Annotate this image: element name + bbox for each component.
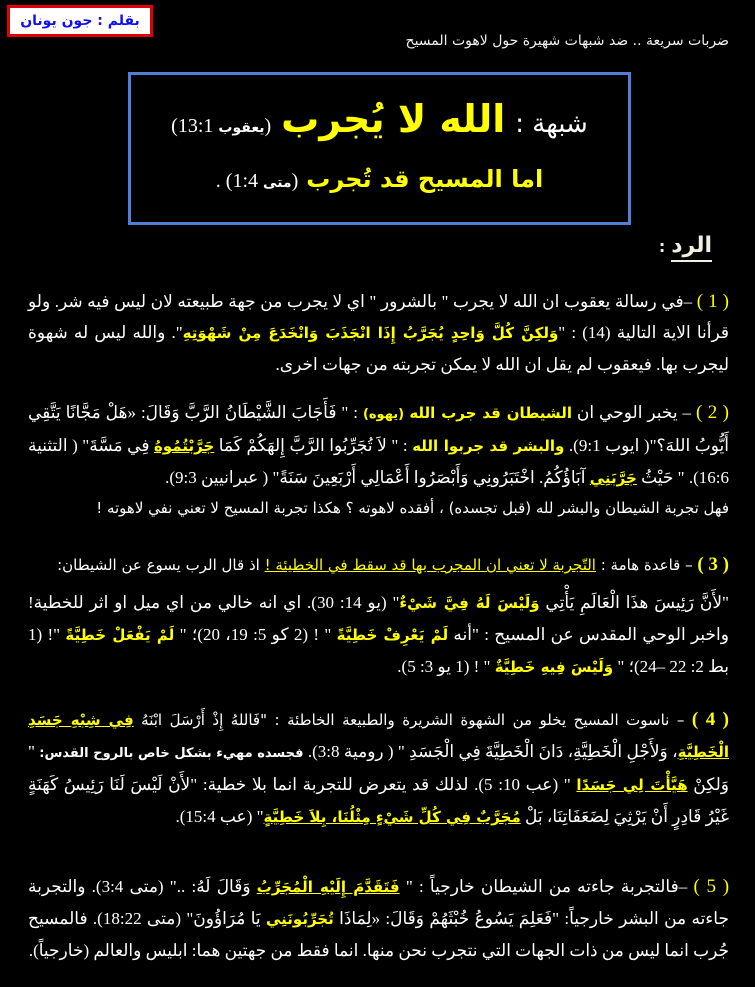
section-text: " (عب 15:4). (175, 807, 264, 826)
claim-box (128, 72, 631, 225)
author-box (7, 5, 153, 37)
series-title: ضربات سريعة .. ضد شبهات شهيرة حول لاهوت المسيح (405, 33, 729, 49)
section-text: اذ قال الرب يسوع عن الشيطان: (57, 556, 265, 574)
highlight-quote: وَلَيْسَ فِيهِ خَطِيَّةٌ (494, 658, 614, 676)
section-text: ، وَلأَجْلِ الْخَطِيَّةِ، دَانَ الْخَطِيَّةَ فِي الْجَسَدِ " ( رومية 3:8). (303, 742, 678, 761)
section-1 (28, 286, 729, 380)
section-text: "لأَنَّ رَئِيسَ هذَا الْعَالَمِ يَأْتِي (539, 593, 729, 612)
important-rule: التّجربة لا تعني ان المجرب بها قد سقط في الخطيئة ! (264, 556, 596, 574)
section-number: ( 4 ) (691, 709, 730, 730)
section-text: – يخبر الوحي ان (571, 403, 696, 422)
ref-open: ( (264, 115, 272, 137)
claim-sub-text: اما المسيح قد تُجرب (306, 165, 544, 193)
section-text: : " فَأَجَابَ الشَّيْطَانُ الرَّبَّ وَقَالَ: «هَلْ مَجَّانًا يَتَّقِي أَيُّوبُ اللهَ؟"( ايوب 9:1). (28, 403, 729, 455)
answer-heading (659, 233, 712, 258)
highlight-underlined: فَتَقَدَّمَ إِلَيْهِ الْمُجَرِّبُ (256, 878, 400, 896)
claim-reference (171, 115, 271, 138)
section-text: " (عب 10: 5). لذلك قد يتعرض للتجربة انما بلا خطية: "لأَنْ لَيْسَ لَنَا رَئِيسُ كَهَنَةٍ غَيْرُ قَادِرٍ أَنْ يَرْثِيَ لِضَعَفَاتِنَا، بَلْ (28, 775, 729, 826)
section-number: ( 3 ) (697, 554, 729, 575)
ref-book: يعقوب (218, 120, 265, 136)
section-2 (28, 397, 729, 523)
highlight-phrase-small: (يهوه) (362, 407, 410, 422)
claim-line-main (131, 97, 628, 141)
section-conclusion: فهل تجربة الشيطان والبشر لله (قبل تجسده) ، أفقده لاهوته ؟ هكذا تجربة المسيح لا تعني نفي لاهوته ! (96, 499, 729, 517)
section-text: "! (1 بط 2: 22 –24)؛ " (28, 625, 729, 676)
section-text: " وَلكِنْ (28, 742, 729, 794)
section-text: –في رسالة يعقوب ان الله لا يجرب " بالشرور " اي لا يجرب من جهة طبيعته لان ليس فيه شر. ولو قرأنا الاية التالية (14) : " (28, 292, 730, 342)
claim-main-text: الله لا يُجرب (281, 97, 506, 141)
section-text: " ! (1 يو 3: 5). (397, 657, 495, 676)
section-text: : " لاَ تُجَرِّبُوا الرَّبَّ إِلهَكُمْ كَمَا (214, 436, 413, 455)
highlight-quote: لَمْ يَفْعَلْ خَطِيَّةً (65, 626, 175, 644)
section-text: – ناسوت المسيح يخلو من الشهوة الشريرة والطبيعة الخاطئة : "فَاللهُ إِذْ أَرْسَلَ ابْنَهُ (133, 711, 692, 729)
highlight-underlined: جَرَّبَنِي (589, 469, 637, 487)
author-label: بقلم : جون يونان (20, 13, 140, 29)
section-text: –فالتجربة جاءته من الشيطان خارجياً : " (399, 877, 694, 896)
section-text: وَقَالَ لَهُ: .." (متى 3:4). والتجربة جاءته من البشر خارجياً: "فَعَلِمَ يَسُوعُ خُبْثَهُمْ وَقَالَ: «لِمَاذَا (28, 877, 729, 928)
answer-heading-colon: : (658, 237, 666, 256)
ref-open: ( (291, 170, 299, 192)
section-number: ( 1 ) (696, 291, 730, 312)
highlight-quote: وَلَيْسَ لَهُ فِيَّ شَيْءٌ (399, 594, 540, 612)
section-4 (28, 704, 729, 833)
highlight-phrase: الشيطان قد جرب الله (409, 404, 572, 422)
section-text: يَا مُرَاؤُونَ" (متى 18:22). فالمسيح جُرب انما ليس من ذات الجهات التي نتجرب نحن منها. انما فقط من جهتين هما: ابليس والعالم (خارجياً). (28, 909, 729, 960)
section-text: " (يو 14: 30). اي انه خالي من اي ميل او اثر للخطية! واخبر الوحي المقدس عن المسيح : "أنه (28, 593, 729, 644)
section-text: فِي مَسَّةَ" ( التثنية 16:6). " حَيْثُ (28, 436, 729, 487)
claim-line-sub (131, 165, 628, 193)
highlight-quote: تُجَرِّبُونَنِي (266, 910, 334, 928)
claim-sub-reference (216, 170, 298, 193)
claim-label: شبهة : (515, 109, 588, 139)
highlight-phrase: والبشر قد جربوا الله (412, 437, 565, 455)
answer-heading-word: الرد (671, 233, 712, 262)
section-text: ". والله ليس له شهوة ليجرب بها. فيعقوب لم يقل ان الله لا يمكن تجربته من جهات اخرى. (28, 323, 729, 374)
section-3 (28, 549, 729, 683)
section-text: آبَاؤُكُمُ. اخْتَبَرُونِي وَأَبْصَرُوا أَعْمَالِي أَرْبَعِينَ سَنَةً" ( عبرانيين 9:3). (165, 468, 590, 487)
section-number: ( 5 ) (693, 876, 730, 897)
highlight-underlined: هَيَّأْتَ لِي جَسَدًا (576, 776, 688, 794)
section-text: – قاعدة هامة : (595, 556, 698, 574)
ref-num: 13:1) (171, 115, 214, 137)
highlight-underlined: مُجَرَّبٌ فِي كُلِّ شَيْءٍ مِثْلُنَا، بِلاَ خَطِيَّةٍ (263, 808, 521, 826)
section-note: فجسده مهيء بشكل خاص بالروح القدس: (39, 746, 304, 761)
highlight-underlined: جَرَّبْتُمُوهُ (154, 437, 215, 455)
ref-num: 1:4) . (215, 170, 259, 192)
highlight-quote: لَمْ يَعْرِفْ خَطِيَّةً (336, 626, 449, 644)
highlight-underlined: فِي شِبْهِ جَسَدِ الْخَطِيَّةِ (28, 711, 729, 761)
section-body (28, 587, 729, 683)
section-5 (28, 871, 729, 966)
section-number: ( 2 ) (695, 402, 729, 423)
ref-book: متى (263, 175, 292, 191)
section-text: " ! (2 كو 5: 19، 20)؛ " (174, 625, 337, 644)
highlight-quote: وَلكِنَّ كُلَّ وَاحِدٍ يُجَرَّبُ إِذَا انْجَذَبَ وَانْخَدَعَ مِنْ شَهْوَتِهِ (182, 324, 559, 342)
